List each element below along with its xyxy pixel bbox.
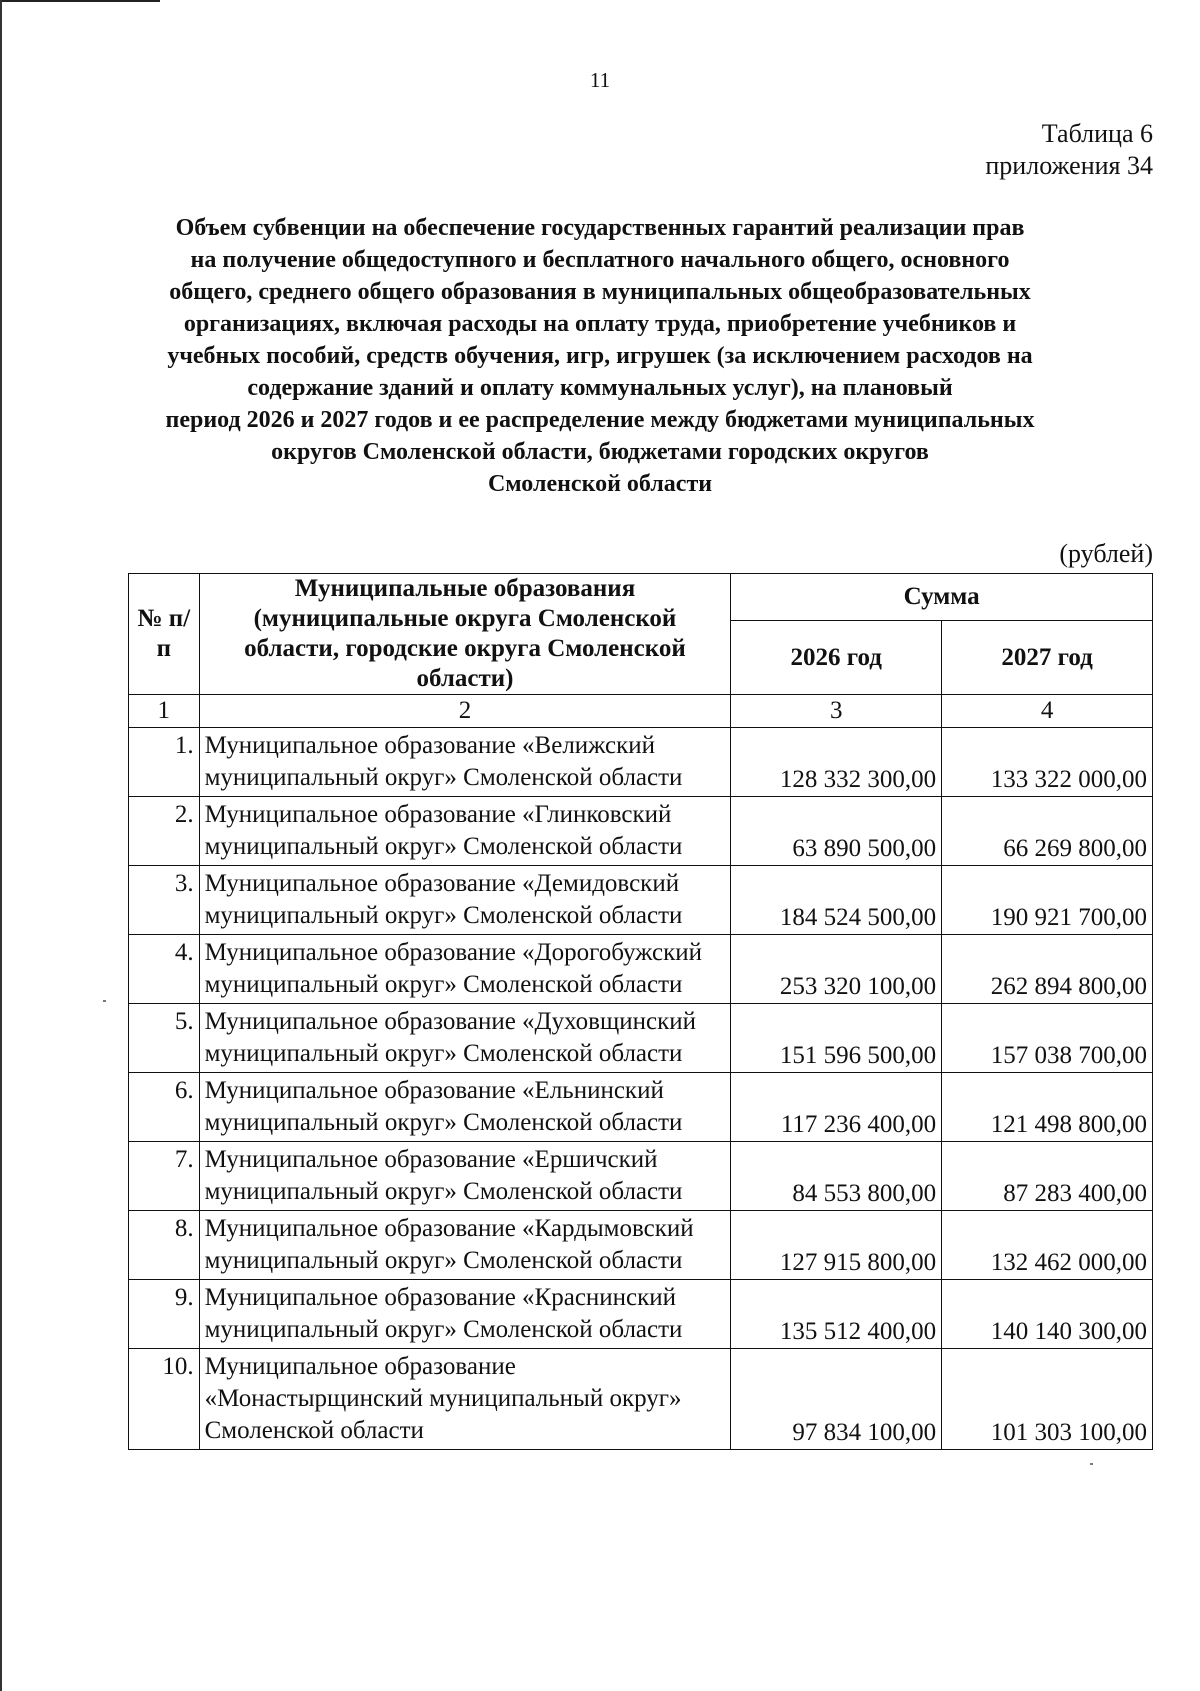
row-number: 10. (129, 1349, 200, 1450)
row-number: 5. (129, 1004, 200, 1073)
amount-2027: 262 894 800,00 (942, 935, 1153, 1004)
amount-2027: 190 921 700,00 (942, 866, 1153, 935)
header-number: № п/п (129, 574, 200, 695)
title-line: организациях, включая расходы на оплату труда, приобретение учебников и (183, 311, 1017, 337)
title-line: на получение общедоступного и бесплатного начального общего, основного (190, 247, 1010, 273)
title-line: Объем субвенции на обеспечение государственных гарантий реализации прав (175, 215, 1025, 241)
amount-2026: 117 236 400,00 (731, 1073, 942, 1142)
row-number: 4. (129, 935, 200, 1004)
document-title (100, 212, 1100, 500)
amount-2026: 128 332 300,00 (731, 728, 942, 797)
municipality-name: Муниципальное образование «Велижский муниципальный округ» Смоленской области (199, 728, 731, 797)
municipality-name: Муниципальное образование «Глинковский муниципальный округ» Смоленской области (199, 797, 731, 866)
row-number: 3. (129, 866, 200, 935)
table-ref-line2: приложения 34 (985, 151, 1153, 180)
table-row (129, 1280, 1153, 1349)
subvention-table (128, 573, 1153, 1450)
table-row (129, 1142, 1153, 1211)
title-line: учебных пособий, средств обучения, игр, игрушек (за исключением расходов на (167, 343, 1033, 369)
amount-2027: 140 140 300,00 (942, 1280, 1153, 1349)
row-number: 8. (129, 1211, 200, 1280)
amount-2027: 133 322 000,00 (942, 728, 1153, 797)
amount-2026: 253 320 100,00 (731, 935, 942, 1004)
amount-2027: 66 269 800,00 (942, 797, 1153, 866)
scan-speck (1090, 1463, 1093, 1465)
municipality-name: Муниципальное образование «Ершичский муниципальный округ» Смоленской области (199, 1142, 731, 1211)
scan-edge-top (0, 0, 160, 2)
amount-2026: 127 915 800,00 (731, 1211, 942, 1280)
amount-2026: 151 596 500,00 (731, 1004, 942, 1073)
amount-2027: 157 038 700,00 (942, 1004, 1153, 1073)
title-line: содержание зданий и оплату коммунальных услуг), на плановый (247, 375, 953, 401)
column-number-4: 4 (942, 695, 1153, 728)
table-row (129, 728, 1153, 797)
column-number-2: 2 (199, 695, 731, 728)
title-line: Смоленской области (487, 471, 713, 497)
table-row (129, 935, 1153, 1004)
municipality-name: Муниципальное образование «Демидовский муниципальный округ» Смоленской области (199, 866, 731, 935)
column-number-1: 1 (129, 695, 200, 728)
municipality-name: Муниципальное образование «Кардымовский муниципальный округ» Смоленской области (199, 1211, 731, 1280)
amount-2027: 101 303 100,00 (942, 1349, 1153, 1450)
title-line: округов Смоленской области, бюджетами городских округов (271, 439, 929, 465)
municipality-name: Муниципальное образование «Духовщинский муниципальный округ» Смоленской области (199, 1004, 731, 1073)
amount-2026: 63 890 500,00 (731, 797, 942, 866)
row-number: 6. (129, 1073, 200, 1142)
table-row (129, 1073, 1153, 1142)
title-line: общего, среднего общего образования в муниципальных общеобразовательных (169, 279, 1031, 305)
table-ref-line1: Таблица 6 (1041, 119, 1153, 148)
header-year-2027: 2027 год (942, 621, 1153, 695)
scan-speck (103, 1000, 106, 1002)
table-row (129, 1004, 1153, 1073)
amount-2026: 84 553 800,00 (731, 1142, 942, 1211)
title-line: период 2026 и 2027 годов и ее распределение между бюджетами муниципальных (165, 407, 1035, 433)
amount-2026: 97 834 100,00 (731, 1349, 942, 1450)
table-reference (985, 118, 1153, 182)
amount-2027: 121 498 800,00 (942, 1073, 1153, 1142)
table-row (129, 866, 1153, 935)
header-municipality: Муниципальные образования (муниципальные округа Смоленской области, городские округа Смоленской области) (199, 574, 731, 695)
amount-2027: 132 462 000,00 (942, 1211, 1153, 1280)
header-sum: Сумма (731, 574, 1153, 621)
header-year-2026: 2026 год (731, 621, 942, 695)
page-number: 11 (589, 68, 611, 92)
table-row (129, 1211, 1153, 1280)
row-number: 1. (129, 728, 200, 797)
municipality-name: Муниципальное образование «Дорогобужский муниципальный округ» Смоленской области (199, 935, 731, 1004)
amount-2026: 184 524 500,00 (731, 866, 942, 935)
table-row (129, 797, 1153, 866)
amount-2027: 87 283 400,00 (942, 1142, 1153, 1211)
units-label: (рублей) (1059, 539, 1153, 568)
municipality-name: Муниципальное образование «Краснинский муниципальный округ» Смоленской области (199, 1280, 731, 1349)
scan-edge-left (0, 0, 2, 1691)
table-row (129, 1349, 1153, 1450)
row-number: 2. (129, 797, 200, 866)
column-number-3: 3 (731, 695, 942, 728)
amount-2026: 135 512 400,00 (731, 1280, 942, 1349)
municipality-name: Муниципальное образование «Ельнинский муниципальный округ» Смоленской области (199, 1073, 731, 1142)
row-number: 7. (129, 1142, 200, 1211)
row-number: 9. (129, 1280, 200, 1349)
municipality-name: Муниципальное образование «Монастырщинский муниципальный округ» Смоленской области (199, 1349, 731, 1450)
